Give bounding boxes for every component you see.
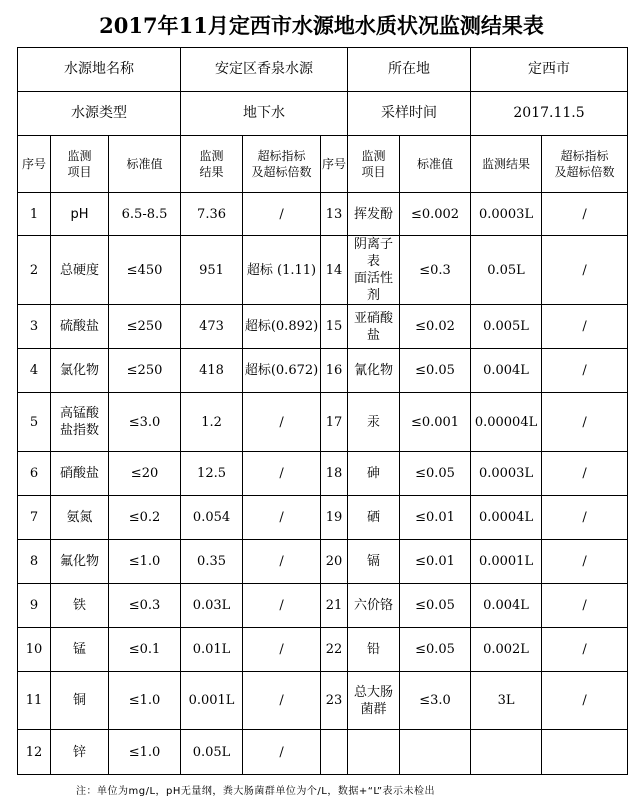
exceed-info: / [542, 672, 628, 730]
row-index: 1 [18, 193, 51, 236]
info-row-1 [18, 48, 628, 92]
standard-value: ≤3.0 [400, 672, 471, 730]
parameter-name: 总硬度 [51, 236, 109, 305]
parameter-name: 氯化物 [51, 349, 109, 393]
row-index: 11 [18, 672, 51, 730]
type-label: 水源类型 [18, 92, 181, 136]
row-index: 14 [321, 236, 348, 305]
time-value: 2017.11.5 [471, 92, 628, 136]
measured-result: 0.00004L [471, 393, 542, 452]
measured-result: 418 [181, 349, 243, 393]
row-index: 19 [321, 496, 348, 540]
time-label: 采样时间 [348, 92, 471, 136]
standard-value: ≤0.002 [400, 193, 471, 236]
exceed-info: / [542, 236, 628, 305]
row-index: 6 [18, 452, 51, 496]
exceed-info: / [243, 393, 321, 452]
parameter-name: 硫酸盐 [51, 305, 109, 349]
row-index: 7 [18, 496, 51, 540]
standard-value: ≤0.01 [400, 496, 471, 540]
info-row-2 [18, 92, 628, 136]
exceed-info: / [542, 393, 628, 452]
measured-result: 0.004L [471, 349, 542, 393]
exceed-info: / [243, 193, 321, 236]
parameter-name: 阴离子表 面活性剂 [348, 236, 400, 305]
standard-value: ≤250 [109, 349, 181, 393]
measured-result: 3L [471, 672, 542, 730]
measured-result: 0.004L [471, 584, 542, 628]
parameter-name: 氨氮 [51, 496, 109, 540]
row-index: 15 [321, 305, 348, 349]
row-index: 23 [321, 672, 348, 730]
row-index: 17 [321, 393, 348, 452]
parameter-name: 锰 [51, 628, 109, 672]
exceed-info: / [243, 672, 321, 730]
measured-result: 12.5 [181, 452, 243, 496]
measured-result: 951 [181, 236, 243, 305]
parameter-name: 汞 [348, 393, 400, 452]
parameter-name: 铅 [348, 628, 400, 672]
exceed-info: / [542, 496, 628, 540]
measured-result: 1.2 [181, 393, 243, 452]
exceed-info: / [542, 540, 628, 584]
standard-value: 6.5-8.5 [109, 193, 181, 236]
exceed-info: / [542, 193, 628, 236]
standard-value: ≤0.3 [109, 584, 181, 628]
exceed-info: 超标 (1.11) [243, 236, 321, 305]
table-row [18, 496, 628, 540]
exceed-info: / [542, 584, 628, 628]
table-row [18, 193, 628, 236]
header-cell: 监测 结果 [181, 136, 243, 193]
parameter-name: 高锰酸 盐指数 [51, 393, 109, 452]
water-quality-table [17, 47, 628, 775]
header-cell: 序号 [321, 136, 348, 193]
page-title: 2017年11月定西市水源地水质状况监测结果表 [99, 13, 544, 38]
row-index: 10 [18, 628, 51, 672]
header-cell: 监测 项目 [51, 136, 109, 193]
table-row [18, 452, 628, 496]
measured-result: 0.005L [471, 305, 542, 349]
parameter-name [348, 730, 400, 775]
measured-result: 473 [181, 305, 243, 349]
standard-value: ≤0.05 [400, 349, 471, 393]
location-label: 所在地 [348, 48, 471, 92]
table-row [18, 584, 628, 628]
table-row [18, 349, 628, 393]
exceed-info: / [243, 628, 321, 672]
row-index: 5 [18, 393, 51, 452]
parameter-name: 镉 [348, 540, 400, 584]
parameter-name: 砷 [348, 452, 400, 496]
standard-value: ≤0.05 [400, 452, 471, 496]
location-value: 定西市 [471, 48, 628, 92]
row-index: 9 [18, 584, 51, 628]
parameter-name: 亚硝酸盐 [348, 305, 400, 349]
measured-result: 0.001L [181, 672, 243, 730]
exceed-info: / [542, 349, 628, 393]
parameter-name: 六价铬 [348, 584, 400, 628]
table-row [18, 672, 628, 730]
exceed-info: / [542, 628, 628, 672]
parameter-name: 挥发酚 [348, 193, 400, 236]
header-cell: 序号 [18, 136, 51, 193]
parameter-name: pH [51, 193, 109, 236]
type-value: 地下水 [181, 92, 348, 136]
measured-result: 0.0001L [471, 540, 542, 584]
standard-value: ≤0.2 [109, 496, 181, 540]
parameter-name: 铁 [51, 584, 109, 628]
measured-result: 0.01L [181, 628, 243, 672]
standard-value: ≤0.05 [400, 584, 471, 628]
row-index: 13 [321, 193, 348, 236]
standard-value: ≤0.1 [109, 628, 181, 672]
header-cell: 监测 项目 [348, 136, 400, 193]
standard-value: ≤0.01 [400, 540, 471, 584]
footnote: 注：单位为mg/L，pH无量纲，粪大肠菌群单位为个/L，数据+“L”表示未检出 [76, 786, 436, 797]
exceed-info: / [243, 584, 321, 628]
measured-result: 0.0004L [471, 496, 542, 540]
row-index [321, 730, 348, 775]
exceed-info [542, 730, 628, 775]
table-row [18, 305, 628, 349]
exceed-info: / [243, 496, 321, 540]
row-index: 18 [321, 452, 348, 496]
name-value: 安定区香泉水源 [181, 48, 348, 92]
parameter-name: 总大肠 菌群 [348, 672, 400, 730]
measured-result: 0.05L [471, 236, 542, 305]
standard-value: ≤450 [109, 236, 181, 305]
table-row [18, 393, 628, 452]
exceed-info: / [542, 452, 628, 496]
measured-result: 0.35 [181, 540, 243, 584]
header-cell: 超标指标 及超标倍数 [542, 136, 628, 193]
measured-result: 0.0003L [471, 193, 542, 236]
standard-value: ≤0.05 [400, 628, 471, 672]
exceed-info: 超标(0.672) [243, 349, 321, 393]
exceed-info: / [243, 452, 321, 496]
row-index: 3 [18, 305, 51, 349]
row-index: 16 [321, 349, 348, 393]
parameter-name: 硝酸盐 [51, 452, 109, 496]
standard-value: ≤20 [109, 452, 181, 496]
parameter-name: 铜 [51, 672, 109, 730]
standard-value: ≤3.0 [109, 393, 181, 452]
standard-value: ≤1.0 [109, 540, 181, 584]
row-index: 4 [18, 349, 51, 393]
row-index: 20 [321, 540, 348, 584]
measured-result [471, 730, 542, 775]
standard-value: ≤1.0 [109, 672, 181, 730]
standard-value: ≤250 [109, 305, 181, 349]
header-cell: 标准值 [109, 136, 181, 193]
row-index: 21 [321, 584, 348, 628]
row-index: 22 [321, 628, 348, 672]
standard-value: ≤1.0 [109, 730, 181, 775]
measured-result: 0.05L [181, 730, 243, 775]
table-row [18, 236, 628, 305]
measured-result: 0.002L [471, 628, 542, 672]
header-cell: 监测结果 [471, 136, 542, 193]
parameter-name: 锌 [51, 730, 109, 775]
exceed-info: 超标(0.892) [243, 305, 321, 349]
measured-result: 0.0003L [471, 452, 542, 496]
standard-value [400, 730, 471, 775]
exceed-info: / [542, 305, 628, 349]
measured-result: 0.03L [181, 584, 243, 628]
parameter-name: 氰化物 [348, 349, 400, 393]
row-index: 2 [18, 236, 51, 305]
exceed-info: / [243, 540, 321, 584]
table-row [18, 730, 628, 775]
standard-value: ≤0.3 [400, 236, 471, 305]
measured-result: 7.36 [181, 193, 243, 236]
name-label: 水源地名称 [18, 48, 181, 92]
header-cell: 标准值 [400, 136, 471, 193]
table-row [18, 628, 628, 672]
header-cell: 超标指标 及超标倍数 [243, 136, 321, 193]
row-index: 8 [18, 540, 51, 584]
exceed-info: / [243, 730, 321, 775]
row-index: 12 [18, 730, 51, 775]
standard-value: ≤0.02 [400, 305, 471, 349]
header-row [18, 136, 628, 193]
table-row [18, 540, 628, 584]
measured-result: 0.054 [181, 496, 243, 540]
standard-value: ≤0.001 [400, 393, 471, 452]
parameter-name: 氟化物 [51, 540, 109, 584]
parameter-name: 硒 [348, 496, 400, 540]
